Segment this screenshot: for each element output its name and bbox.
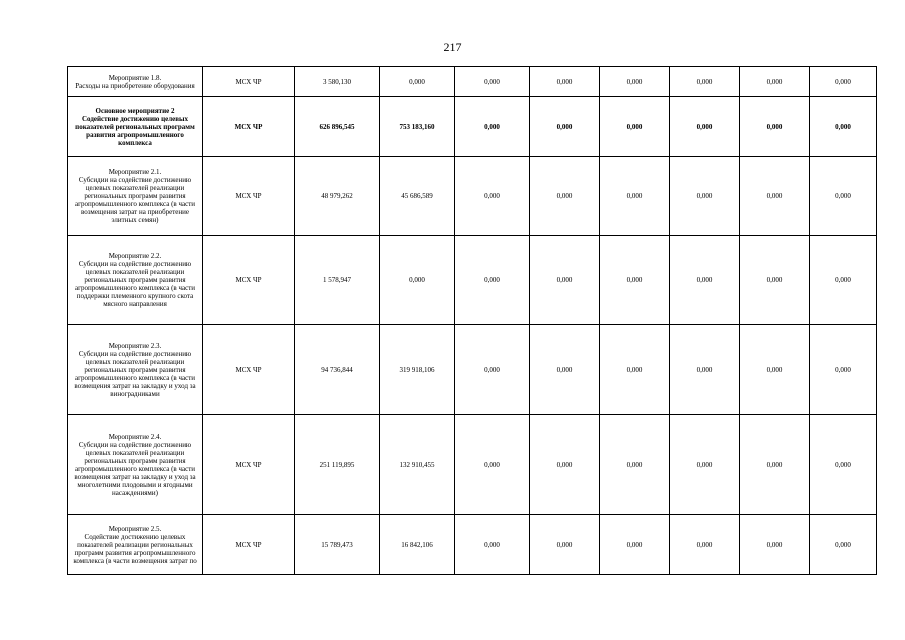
value-cell: 0,000 <box>455 515 530 575</box>
value-cell: 1 578,947 <box>295 236 380 325</box>
value-cell: 0,000 <box>455 157 530 236</box>
value-cell: 0,000 <box>600 515 670 575</box>
value-cell: 94 736,844 <box>295 325 380 415</box>
table-row <box>68 67 877 97</box>
activity-name-cell: Мероприятие 2.2. Субсидии на содействие достижению целевых показателей реализации региональных программ развития агропромышленного комплекса (в части поддержки племенного крупного скота мясного направления <box>68 236 203 325</box>
value-cell: 0,000 <box>455 97 530 157</box>
value-cell: 0,000 <box>530 515 600 575</box>
executor-cell: МСХ ЧР <box>203 415 295 515</box>
value-cell: 0,000 <box>740 236 810 325</box>
value-cell: 0,000 <box>600 415 670 515</box>
activity-name-cell: Мероприятие 2.5. Содействие достижению целевых показателей реализации региональных программ развития агропромышленного комплекса (в части возмещения затрат по <box>68 515 203 575</box>
value-cell: 0,000 <box>600 67 670 97</box>
value-cell: 0,000 <box>810 515 877 575</box>
value-cell: 0,000 <box>600 157 670 236</box>
value-cell: 0,000 <box>740 157 810 236</box>
value-cell: 0,000 <box>600 97 670 157</box>
value-cell: 0,000 <box>740 67 810 97</box>
executor-cell: МСХ ЧР <box>203 157 295 236</box>
value-cell: 0,000 <box>740 515 810 575</box>
value-cell: 15 789,473 <box>295 515 380 575</box>
value-cell: 0,000 <box>670 515 740 575</box>
value-cell: 319 918,106 <box>380 325 455 415</box>
executor-cell: МСХ ЧР <box>203 67 295 97</box>
activity-name-cell: Основное мероприятие 2 Содействие достижению целевых показателей региональных программ развития агропромышленного комплекса <box>68 97 203 157</box>
value-cell: 45 686,589 <box>380 157 455 236</box>
executor-cell: МСХ ЧР <box>203 236 295 325</box>
value-cell: 0,000 <box>600 236 670 325</box>
budget-table <box>67 66 877 575</box>
value-cell: 0,000 <box>455 67 530 97</box>
value-cell: 0,000 <box>740 415 810 515</box>
page-number: 217 <box>443 40 462 54</box>
value-cell: 48 979,262 <box>295 157 380 236</box>
executor-cell: МСХ ЧР <box>203 325 295 415</box>
table-row <box>68 236 877 325</box>
value-cell: 0,000 <box>455 325 530 415</box>
value-cell: 0,000 <box>670 236 740 325</box>
value-cell: 0,000 <box>810 325 877 415</box>
value-cell: 0,000 <box>670 67 740 97</box>
activity-name-cell: Мероприятие 1.8. Расходы на приобретение оборудования <box>68 67 203 97</box>
value-cell: 0,000 <box>380 67 455 97</box>
value-cell: 3 580,130 <box>295 67 380 97</box>
value-cell: 0,000 <box>380 236 455 325</box>
executor-cell: МСХ ЧР <box>203 515 295 575</box>
value-cell: 0,000 <box>810 67 877 97</box>
value-cell: 132 910,455 <box>380 415 455 515</box>
value-cell: 0,000 <box>600 325 670 415</box>
value-cell: 16 842,106 <box>380 515 455 575</box>
value-cell: 0,000 <box>670 325 740 415</box>
table-row <box>68 325 877 415</box>
value-cell: 0,000 <box>530 415 600 515</box>
value-cell: 0,000 <box>530 97 600 157</box>
activity-name-cell: Мероприятие 2.3. Субсидии на содействие достижению целевых показателей реализации региональных программ развития агропромышленного комплекса (в части возмещения затрат на закладку и уход за виноградниками <box>68 325 203 415</box>
value-cell: 0,000 <box>670 97 740 157</box>
value-cell: 0,000 <box>530 236 600 325</box>
value-cell: 753 183,160 <box>380 97 455 157</box>
value-cell: 0,000 <box>740 97 810 157</box>
table-row <box>68 515 877 575</box>
value-cell: 0,000 <box>810 97 877 157</box>
activity-name-cell: Мероприятие 2.1. Субсидии на содействие достижению целевых показателей реализации региональных программ развития агропромышленного комплекса (в части возмещения затрат на приобретение элитных семян) <box>68 157 203 236</box>
value-cell: 0,000 <box>455 415 530 515</box>
table-row <box>68 157 877 236</box>
value-cell: 0,000 <box>670 415 740 515</box>
table-row <box>68 415 877 515</box>
value-cell: 0,000 <box>530 67 600 97</box>
value-cell: 0,000 <box>455 236 530 325</box>
value-cell: 0,000 <box>810 236 877 325</box>
value-cell: 0,000 <box>740 325 810 415</box>
value-cell: 0,000 <box>670 157 740 236</box>
table-row <box>68 97 877 157</box>
value-cell: 0,000 <box>810 415 877 515</box>
activity-name-cell: Мероприятие 2.4. Субсидии на содействие достижению целевых показателей реализации региональных программ развития агропромышленного комплекса (в части возмещения затрат на закладку и уход за многолетними плодовыми и ягодными насаждениями) <box>68 415 203 515</box>
value-cell: 626 896,545 <box>295 97 380 157</box>
value-cell: 0,000 <box>530 325 600 415</box>
value-cell: 0,000 <box>810 157 877 236</box>
value-cell: 0,000 <box>530 157 600 236</box>
value-cell: 251 119,895 <box>295 415 380 515</box>
executor-cell: МСХ ЧР <box>203 97 295 157</box>
